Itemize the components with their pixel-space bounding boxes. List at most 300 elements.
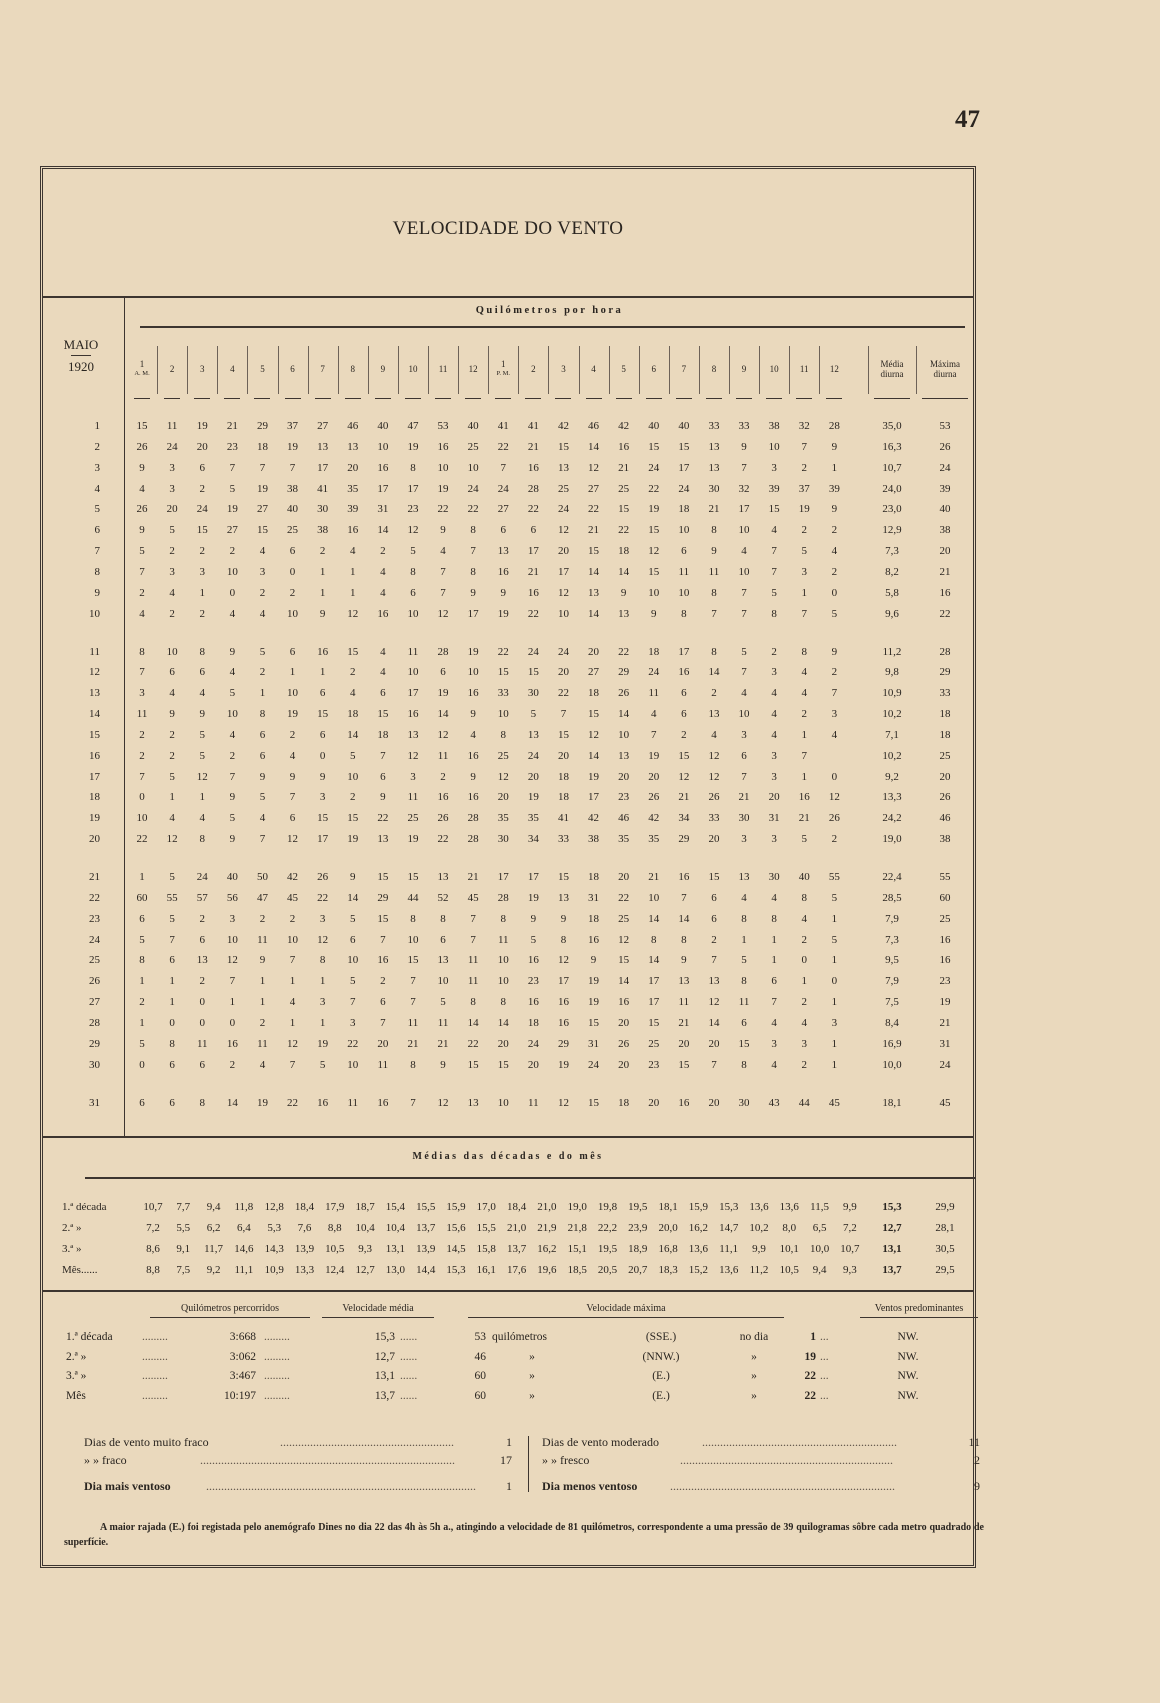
unit-header: Quilómetros por hora bbox=[475, 305, 624, 316]
hour-value: 21 bbox=[678, 1016, 690, 1029]
leader-dots: ......... bbox=[142, 1331, 168, 1343]
day-number: 5 bbox=[94, 503, 100, 516]
hour-value: 15 bbox=[648, 524, 660, 537]
hour-value: 29 bbox=[377, 891, 389, 904]
hour-value: 8 bbox=[500, 996, 506, 1009]
hour-header-label: 8 bbox=[711, 364, 717, 374]
hour-value: 10 bbox=[347, 1058, 359, 1071]
hour-value: 2 bbox=[289, 728, 296, 741]
daily-mean: 10,7 bbox=[882, 461, 902, 474]
hour-value: 8 bbox=[650, 933, 657, 946]
daily-mean: 7,9 bbox=[885, 912, 899, 925]
hour-value: 5 bbox=[139, 933, 145, 946]
hour-value: 16 bbox=[678, 871, 690, 883]
hour-value: 11 bbox=[196, 1037, 208, 1050]
hour-value: 8 bbox=[500, 728, 506, 741]
hour-value: 12 bbox=[196, 770, 208, 783]
summary-vento: NW. bbox=[897, 1350, 919, 1363]
hour-value: 9 bbox=[831, 503, 838, 516]
hour-value: 28 bbox=[467, 812, 479, 825]
hour-value: 6 bbox=[380, 687, 386, 700]
means-value: 11,8 bbox=[234, 1201, 254, 1213]
hour-value: 18 bbox=[648, 645, 660, 658]
hour-value: 20 bbox=[557, 749, 569, 762]
hour-value: 16 bbox=[678, 1096, 690, 1109]
hour-value: 17 bbox=[527, 545, 539, 558]
hour-value: 2 bbox=[349, 791, 356, 804]
hour-value: 7 bbox=[801, 440, 807, 453]
hour-value: 10 bbox=[648, 891, 660, 904]
hour-value: 11 bbox=[467, 975, 479, 988]
hour-value: 23 bbox=[648, 1058, 660, 1071]
hour-value: 9 bbox=[681, 954, 687, 967]
hour-value: 4 bbox=[771, 708, 777, 721]
daily-max: 53 bbox=[939, 420, 951, 432]
day-number: 7 bbox=[94, 545, 100, 558]
hour-value: 28 bbox=[828, 420, 840, 432]
hour-value: 5 bbox=[801, 545, 807, 558]
hour-value: 1 bbox=[831, 1037, 838, 1050]
means-row-label: Mês...... bbox=[62, 1264, 98, 1276]
hour-value: 3 bbox=[349, 1016, 356, 1029]
header-divider bbox=[819, 346, 820, 394]
hour-value: 42 bbox=[588, 812, 600, 825]
day-number: 31 bbox=[89, 1096, 100, 1109]
hour-value: 10 bbox=[678, 586, 690, 599]
means-value: 12,7 bbox=[355, 1264, 375, 1276]
mais-ventoso-label: Dia mais ventoso bbox=[84, 1479, 171, 1493]
hour-value: 31 bbox=[588, 891, 600, 904]
hour-value: 16 bbox=[347, 524, 359, 537]
hour-header bbox=[669, 345, 699, 393]
hour-value: 8 bbox=[560, 933, 567, 946]
hour-value: 8 bbox=[681, 607, 687, 620]
hour-value: 19 bbox=[557, 1058, 569, 1071]
hour-value: 10 bbox=[497, 954, 509, 967]
means-value: 18,4 bbox=[506, 1201, 527, 1213]
leader-dots: ......... bbox=[264, 1389, 290, 1402]
hour-value: 16 bbox=[527, 461, 539, 474]
summary-unit: » bbox=[529, 1389, 535, 1402]
hour-value: 1 bbox=[831, 996, 838, 1009]
header-underline bbox=[224, 398, 240, 399]
means-value: 9,9 bbox=[752, 1243, 766, 1255]
hour-value: 28 bbox=[437, 645, 449, 658]
hour-value: 9 bbox=[831, 440, 838, 453]
hour-value: 1 bbox=[289, 975, 296, 988]
hour-value: 2 bbox=[831, 524, 838, 537]
summary-max: 60 bbox=[474, 1370, 486, 1382]
hour-value: 40 bbox=[467, 420, 479, 432]
hour-value: 60 bbox=[136, 891, 148, 904]
hour-value: 4 bbox=[289, 749, 296, 762]
hour-value: 11 bbox=[528, 1096, 539, 1109]
daily-mean: 10,9 bbox=[882, 687, 902, 700]
hour-value: 2 bbox=[259, 912, 266, 925]
max-header-line1: Máxima bbox=[930, 359, 960, 369]
unit-rule bbox=[140, 326, 965, 328]
means-value: 18,1 bbox=[658, 1201, 678, 1213]
hour-value: 3 bbox=[771, 666, 777, 679]
daily-max: 46 bbox=[939, 812, 951, 825]
summary-unit: » bbox=[529, 1350, 535, 1363]
hour-header bbox=[247, 345, 277, 393]
summary-km: 3:062 bbox=[229, 1350, 256, 1363]
hour-header bbox=[609, 345, 639, 393]
hour-value: 40 bbox=[648, 420, 660, 432]
hour-value: 57 bbox=[196, 891, 208, 904]
hour-value: 7 bbox=[410, 1096, 416, 1109]
hour-value: 16 bbox=[437, 440, 449, 453]
hour-value: 7 bbox=[229, 770, 236, 783]
hour-value: 7 bbox=[771, 565, 777, 578]
daily-mean: 7,5 bbox=[885, 996, 899, 1009]
hour-header-label: 7 bbox=[320, 364, 325, 374]
hour-value: 6 bbox=[741, 1016, 747, 1029]
hour-value: 12 bbox=[497, 770, 509, 783]
header-divider bbox=[368, 346, 369, 394]
hour-value: 9 bbox=[620, 586, 627, 599]
hour-value: 20 bbox=[527, 770, 539, 783]
hour-header bbox=[398, 345, 428, 393]
hour-value: 16 bbox=[317, 645, 329, 658]
hour-value: 3 bbox=[741, 833, 747, 846]
hour-value: 6 bbox=[711, 912, 717, 925]
hour-value: 3 bbox=[741, 728, 747, 741]
hour-value: 10 bbox=[497, 1096, 509, 1109]
hour-value: 16 bbox=[377, 461, 389, 474]
hour-value: 1 bbox=[319, 586, 326, 599]
hour-value: 8 bbox=[259, 708, 266, 721]
hour-value: 13 bbox=[738, 871, 750, 883]
hour-value: 41 bbox=[317, 482, 329, 495]
means-value: 15,5 bbox=[416, 1201, 436, 1213]
hour-value: 8 bbox=[199, 1096, 205, 1109]
hour-value: 14 bbox=[467, 1016, 479, 1029]
hour-value: 19 bbox=[196, 420, 208, 432]
hour-header bbox=[308, 345, 338, 393]
hour-value: 17 bbox=[497, 871, 509, 883]
means-value: 13,9 bbox=[416, 1243, 436, 1255]
leader-dots: ......... bbox=[264, 1370, 290, 1382]
daily-mean: 11,2 bbox=[882, 645, 902, 658]
hour-value: 12 bbox=[437, 1096, 449, 1109]
hour-value: 4 bbox=[349, 687, 356, 700]
header-divider bbox=[398, 346, 399, 394]
hour-value: 56 bbox=[226, 891, 238, 904]
hour-value: 38 bbox=[768, 420, 780, 432]
hour-value: 10 bbox=[437, 975, 449, 988]
hour-value: 2 bbox=[711, 933, 717, 946]
means-value: 22,2 bbox=[597, 1222, 618, 1234]
summary-km: 3:668 bbox=[229, 1331, 256, 1343]
means-value: 19,5 bbox=[597, 1243, 618, 1255]
daily-mean: 13,3 bbox=[882, 791, 902, 804]
hour-value: 20 bbox=[618, 1058, 630, 1071]
hour-value: 4 bbox=[380, 666, 386, 679]
header-divider bbox=[488, 346, 489, 394]
hour-value: 9 bbox=[169, 708, 175, 721]
hour-header bbox=[428, 345, 458, 393]
hour-value: 1 bbox=[259, 996, 266, 1009]
hour-value: 13 bbox=[196, 954, 208, 967]
header-underline bbox=[405, 398, 421, 399]
daily-mean: 22,4 bbox=[882, 871, 902, 883]
hour-value: 21 bbox=[588, 524, 600, 537]
hour-value: 12 bbox=[588, 728, 600, 741]
hour-value: 22 bbox=[437, 833, 449, 846]
daily-max: 20 bbox=[939, 545, 951, 558]
hour-value: 33 bbox=[557, 833, 569, 846]
hour-value: 27 bbox=[256, 503, 268, 516]
hour-value: 2 bbox=[319, 545, 326, 558]
hour-value: 7 bbox=[650, 728, 657, 741]
hour-value: 2 bbox=[831, 565, 838, 578]
means-daily-max: 28,1 bbox=[935, 1222, 955, 1234]
km-header bbox=[150, 1303, 310, 1318]
hour-value: 7 bbox=[771, 996, 777, 1009]
hour-value: 39 bbox=[347, 503, 359, 516]
hour-value: 33 bbox=[708, 812, 720, 825]
means-value: 7,7 bbox=[176, 1201, 191, 1213]
means-rule bbox=[85, 1177, 975, 1179]
hour-value: 8 bbox=[741, 975, 747, 988]
hour-value: 1 bbox=[771, 933, 777, 946]
means-value: 15,6 bbox=[446, 1222, 466, 1234]
hour-value: 15 bbox=[678, 440, 690, 453]
hour-value: 4 bbox=[199, 687, 205, 700]
hour-value: 10 bbox=[377, 440, 389, 453]
summary-unit: » bbox=[529, 1370, 535, 1382]
hour-value: 23 bbox=[226, 440, 238, 453]
hour-value: 9 bbox=[560, 912, 567, 925]
hour-value: 3 bbox=[771, 1037, 777, 1050]
summary-label: 3.ª » bbox=[66, 1370, 87, 1382]
hour-header-label: 3 bbox=[199, 364, 205, 374]
hour-value: 25 bbox=[648, 1037, 660, 1050]
hour-value: 4 bbox=[229, 607, 236, 620]
means-top-rule bbox=[42, 1136, 974, 1138]
daily-mean: 24,2 bbox=[882, 812, 902, 825]
means-value: 14,3 bbox=[264, 1243, 284, 1255]
hour-value: 19 bbox=[407, 833, 419, 846]
hour-value: 31 bbox=[377, 503, 389, 516]
hour-value: 9 bbox=[530, 912, 537, 925]
hour-value: 17 bbox=[557, 975, 569, 988]
hour-value: 9 bbox=[500, 586, 506, 599]
means-value: 15,3 bbox=[719, 1201, 739, 1213]
hour-value: 24 bbox=[196, 503, 208, 516]
hour-header bbox=[458, 345, 488, 393]
means-value: 10,7 bbox=[143, 1201, 163, 1213]
means-value: 18,7 bbox=[355, 1201, 375, 1213]
means-value: 11,2 bbox=[749, 1264, 769, 1276]
hour-value: 24 bbox=[527, 749, 539, 762]
hour-value: 8 bbox=[500, 912, 506, 925]
hour-value: 4 bbox=[771, 728, 777, 741]
hour-value: 9 bbox=[380, 791, 386, 804]
daily-max: 20 bbox=[939, 770, 951, 783]
hour-value: 16 bbox=[437, 791, 449, 804]
hour-value: 2 bbox=[289, 586, 296, 599]
header-underline bbox=[164, 398, 180, 399]
hour-value: 20 bbox=[648, 770, 660, 783]
hour-value: 4 bbox=[650, 708, 657, 721]
day-number: 2 bbox=[94, 440, 100, 453]
hour-header-label: 8 bbox=[350, 364, 355, 374]
hour-value: 7 bbox=[831, 687, 838, 700]
hour-value: 22 bbox=[467, 1037, 479, 1050]
header-underline bbox=[922, 398, 968, 399]
hour-value: 32 bbox=[738, 482, 750, 495]
hour-value: 9 bbox=[139, 524, 145, 537]
hour-value: 8 bbox=[199, 645, 205, 658]
hour-value: 13 bbox=[678, 975, 690, 988]
means-value: 14,7 bbox=[719, 1222, 739, 1234]
hour-value: 26 bbox=[618, 687, 630, 700]
header-divider bbox=[639, 346, 640, 394]
means-value: 12,4 bbox=[325, 1264, 345, 1276]
hour-value: 21 bbox=[708, 503, 720, 516]
header-divider bbox=[729, 346, 730, 394]
day-number: 13 bbox=[89, 687, 100, 700]
daily-mean: 8,2 bbox=[885, 565, 899, 578]
hour-value: 17 bbox=[407, 482, 419, 495]
day-number: 9 bbox=[94, 586, 100, 599]
hour-value: 3 bbox=[319, 791, 326, 804]
hour-value: 20 bbox=[588, 645, 600, 658]
hour-header-period: P. M. bbox=[496, 370, 511, 377]
hour-header bbox=[548, 345, 578, 393]
footnote: A maior rajada (E.) foi registada pelo anemógrafo Dines no dia 22 das 4h às 5h a., atingindo a velocidade de 81 quilómetros, correspondente a uma pressão de 39 quilogramas sôbre cada metro quadrado de superfície. bbox=[64, 1522, 984, 1548]
summary-dia-label: no dia bbox=[739, 1331, 769, 1343]
daily-mean: 10,2 bbox=[882, 708, 902, 721]
hour-value: 10 bbox=[226, 565, 238, 578]
daily-max: 38 bbox=[939, 833, 951, 846]
hour-value: 33 bbox=[738, 420, 750, 432]
means-value: 7,5 bbox=[176, 1264, 191, 1276]
means-value: 15,3 bbox=[446, 1264, 466, 1276]
hour-header bbox=[338, 345, 368, 393]
hour-value: 2 bbox=[801, 461, 807, 474]
hour-value: 15 bbox=[497, 1058, 509, 1071]
daily-max: 40 bbox=[939, 503, 951, 516]
hour-value: 7 bbox=[229, 975, 236, 988]
hour-value: 4 bbox=[801, 687, 807, 700]
hour-value: 10 bbox=[738, 524, 750, 537]
means-value: 15,2 bbox=[688, 1264, 709, 1276]
leader-dots: ......... bbox=[142, 1350, 168, 1363]
hour-value: 35 bbox=[347, 482, 359, 495]
hour-value: 26 bbox=[437, 812, 449, 825]
hour-value: 10 bbox=[768, 440, 780, 453]
hour-value: 7 bbox=[741, 461, 747, 474]
daily-max: 16 bbox=[939, 586, 951, 599]
hour-header-label: 1 bbox=[500, 359, 506, 369]
means-value: 10,4 bbox=[355, 1222, 375, 1234]
hour-value: 0 bbox=[199, 996, 205, 1009]
hour-value: 3 bbox=[319, 912, 326, 925]
hour-value: 1 bbox=[199, 586, 205, 599]
hour-value: 7 bbox=[801, 607, 807, 620]
daily-mean: 8,4 bbox=[885, 1016, 899, 1029]
header-underline bbox=[874, 398, 910, 399]
hour-value: 7 bbox=[711, 954, 717, 967]
hour-value: 4 bbox=[741, 891, 747, 904]
hour-value: 3 bbox=[229, 912, 236, 925]
leader-dots: ...... bbox=[400, 1350, 418, 1363]
hour-value: 0 bbox=[229, 586, 236, 599]
hour-value: 35 bbox=[497, 812, 509, 825]
hour-value: 23 bbox=[527, 975, 539, 988]
day-number: 6 bbox=[94, 524, 100, 537]
hour-value: 27 bbox=[317, 420, 329, 432]
hour-value: 13 bbox=[527, 728, 539, 741]
hour-value: 5 bbox=[319, 1058, 326, 1071]
hour-header bbox=[518, 345, 548, 393]
means-value: 14,6 bbox=[234, 1243, 254, 1255]
hour-value: 22 bbox=[497, 645, 509, 658]
hour-value: 7 bbox=[289, 954, 296, 967]
hour-value: 12 bbox=[618, 933, 630, 946]
hour-value: 13 bbox=[588, 586, 600, 599]
hour-value: 6 bbox=[259, 728, 266, 741]
daily-max: 16 bbox=[939, 933, 951, 946]
hour-value: 4 bbox=[470, 728, 476, 741]
hour-value: 30 bbox=[738, 812, 750, 825]
day-number: 19 bbox=[89, 812, 100, 825]
hour-value: 18 bbox=[588, 912, 600, 925]
hour-value: 40 bbox=[377, 420, 389, 432]
means-value: 9,2 bbox=[206, 1264, 221, 1276]
hour-value: 20 bbox=[618, 1016, 630, 1029]
header-underline bbox=[766, 398, 782, 399]
hour-value: 3 bbox=[169, 461, 175, 474]
means-row-label: 1.ª década bbox=[62, 1201, 107, 1213]
hour-value: 19 bbox=[437, 687, 449, 700]
hour-value: 5 bbox=[169, 912, 175, 925]
hour-value: 1 bbox=[169, 996, 175, 1009]
daily-mean: 9,6 bbox=[885, 607, 899, 620]
hour-value: 3 bbox=[771, 461, 777, 474]
hour-value: 11 bbox=[257, 1037, 268, 1050]
header-underline bbox=[375, 398, 391, 399]
hour-value: 7 bbox=[500, 461, 506, 474]
leader-dots: ... bbox=[820, 1389, 829, 1402]
hour-value: 7 bbox=[380, 1016, 386, 1029]
day-number: 16 bbox=[89, 749, 100, 762]
daily-mean: 24,0 bbox=[882, 482, 902, 495]
hour-value: 40 bbox=[798, 871, 810, 883]
daily-max: 33 bbox=[939, 687, 951, 700]
hour-value: 19 bbox=[407, 440, 419, 453]
hour-value: 12 bbox=[347, 607, 359, 620]
hour-value: 9 bbox=[289, 770, 296, 783]
hour-value: 3 bbox=[199, 565, 205, 578]
hour-value: 3 bbox=[259, 565, 266, 578]
hour-value: 9 bbox=[319, 607, 326, 620]
header-underline bbox=[194, 398, 210, 399]
hour-value: 12 bbox=[708, 770, 720, 783]
means-value: 17,6 bbox=[506, 1264, 527, 1276]
hour-value: 7 bbox=[801, 749, 807, 762]
hour-value: 22 bbox=[377, 812, 389, 825]
means-value: 18,3 bbox=[658, 1264, 678, 1276]
header-divider bbox=[217, 346, 218, 394]
hour-value: 11 bbox=[166, 420, 178, 432]
hour-value: 28 bbox=[467, 833, 479, 846]
hour-value: 41 bbox=[557, 812, 569, 825]
